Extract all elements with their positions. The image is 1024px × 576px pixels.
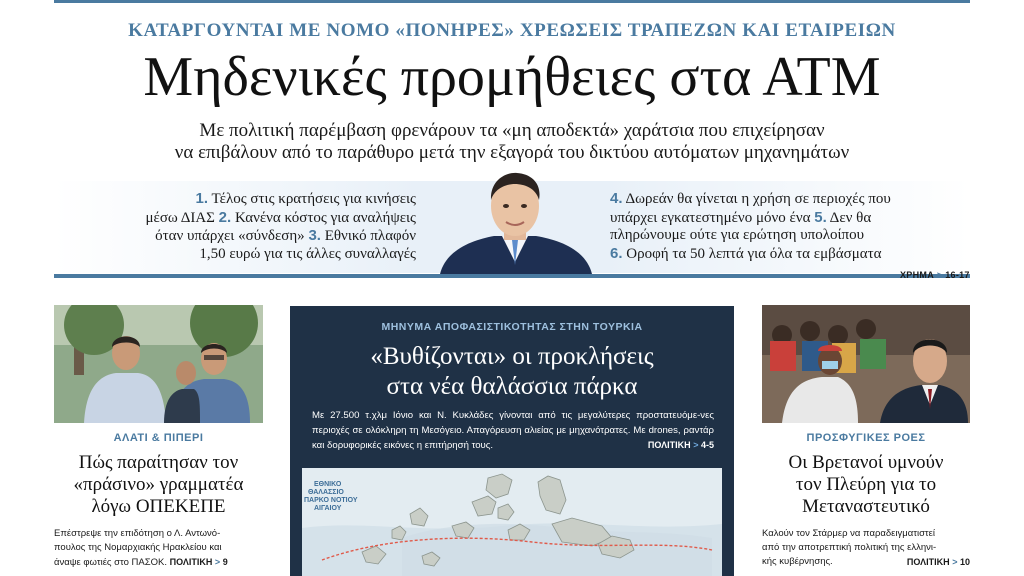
ref-section: ΠΟΛΙΤΙΚΗ	[169, 557, 213, 567]
center-story-page-ref[interactable]	[648, 438, 714, 453]
key-points-rule	[54, 274, 970, 278]
point-line	[610, 209, 960, 228]
point-line	[80, 209, 416, 228]
point-line	[80, 246, 416, 264]
right-story-page-ref[interactable]	[907, 555, 970, 569]
ref-arrow-icon: >	[952, 557, 958, 567]
left-story-kicker: ΑΛΑΤΙ & ΠΙΠΕΡΙ	[113, 432, 204, 444]
lead-page-ref[interactable]	[900, 270, 970, 280]
right-story-kicker: ΠΡΟΣΦΥΓΙΚΕΣ ΡΟΕΣ	[806, 432, 926, 444]
title-line: Οι Βρετανοί υμνούν	[788, 452, 944, 473]
right-story-body	[762, 527, 970, 569]
point-number: 1.	[195, 190, 209, 207]
title-line: τον Πλεύρη για το	[795, 474, 937, 495]
point-text: Δεν θα	[826, 209, 872, 226]
point-number: 5.	[814, 208, 827, 226]
title-line: στα νέα θαλάσσια πάρκα	[386, 373, 638, 400]
left-story-body	[54, 527, 266, 570]
ref-page: 9	[222, 557, 228, 567]
point-text: μέσω ΔΙΑΣ	[145, 209, 219, 226]
point-text: 1,50 ευρώ για τις άλλες συναλλαγές	[199, 245, 416, 262]
ref-arrow-icon: >	[214, 557, 221, 567]
lead-subhead	[60, 120, 964, 164]
minister-portrait	[432, 170, 598, 274]
point-text: Εθνικό πλαφόν	[320, 228, 416, 244]
ref-pages: 4-5	[700, 440, 714, 450]
point-line	[610, 190, 960, 209]
lead-headline[interactable]: Μηδενικές προμήθειες στα ΑΤΜ	[143, 46, 881, 108]
ref-pages: 16-17	[945, 270, 970, 280]
ref-section: ΠΟΛΙΤΙΚΗ	[906, 557, 950, 567]
body-line: πουλος της Νομαρχιακής Ηρακλείου και	[54, 542, 222, 553]
key-points-left	[80, 190, 416, 263]
point-text: Δωρεάν θα γίνεται η χρήση σε περιοχές που	[622, 191, 891, 207]
point-text: υπάρχει εγκατεστημένο μόνο ένα	[610, 209, 815, 226]
point-line	[80, 190, 416, 209]
ref-arrow-icon: >	[693, 440, 699, 450]
map-label-line: ΑΙΓΑΙΟΥ	[314, 505, 342, 512]
body-text: άναψε φωτιές στο ΠΑΣΟΚ.	[54, 557, 167, 568]
map-label-line: ΠΑΡΚΟ ΝΟΤΙΟΥ	[304, 497, 358, 504]
title-line: λόγω ΟΠΕΚΕΠΕ	[91, 496, 226, 517]
ref-section: ΠΟΛΙΤΙΚΗ	[647, 440, 691, 450]
center-story-title[interactable]	[290, 342, 734, 402]
point-number: 6.	[610, 244, 623, 262]
map-label-line: ΕΘΝΙΚΟ	[314, 481, 342, 488]
point-text: όταν υπάρχει «σύνδεση»	[155, 228, 309, 244]
center-story-kicker: ΜΗΝΥΜΑ ΑΠΟΦΑΣΙΣΤΙΚΟΤΗΤΑΣ ΣΤΗΝ ΤΟΥΡΚΙΑ	[381, 321, 643, 333]
body-line: Καλούν τον Στάρμερ να παραδειγματιστεί	[762, 528, 936, 539]
marine-park-map	[302, 468, 722, 576]
body-line: Επέστρεψε την επιδότηση ο Λ. Αντωνό-	[54, 528, 221, 539]
point-number: 2.	[218, 208, 232, 226]
center-story-body	[312, 408, 714, 453]
point-line	[610, 227, 960, 245]
top-rule	[54, 0, 970, 3]
point-text: πληρώνουμε ούτε για ερώτηση υπολοίπου	[610, 227, 865, 243]
map-label-line: ΘΑΛΑΣΣΙΟ	[308, 489, 344, 496]
point-number: 4.	[610, 190, 623, 207]
title-line: Πώς παραίτησαν τον	[78, 452, 239, 473]
point-text: Κανένα κόστος για αναλήψεις	[231, 209, 416, 226]
right-story-photo	[762, 305, 970, 423]
ref-section: ΧΡΗΜΑ	[900, 270, 935, 280]
point-text: Οροφή τα 50 λεπτά για όλα τα εμβάσματα	[622, 245, 882, 262]
body-line	[762, 555, 970, 569]
ref-page: 10	[959, 557, 970, 567]
left-story-photo	[54, 305, 263, 423]
point-line	[610, 245, 960, 264]
left-story-title[interactable]	[54, 452, 263, 518]
body-text: κής κυβέρνησης.	[762, 556, 833, 567]
lead-subhead-line-1: Με πολιτική παρέμβαση φρενάρουν τα «μη αποδεκτά» χαράτσια που επιχείρησαν	[199, 120, 825, 141]
point-number: 3.	[308, 227, 321, 244]
title-line: «Βυθίζονται» οι προκλήσεις	[370, 343, 654, 370]
point-line	[80, 227, 416, 246]
title-line: «πράσινο» γραμματέα	[73, 474, 244, 495]
ref-arrow-icon: >	[936, 270, 943, 280]
lead-kicker: ΚΑΤΑΡΓΟΥΝΤΑΙ ΜΕ ΝΟΜΟ «ΠΟΝΗΡΕΣ» ΧΡΕΩΣΕΙΣ ΤΡΑΠΕΖΩΝ ΚΑΙ ΕΤΑΙΡΕΙΩΝ	[128, 20, 896, 41]
body-text: Με 27.500 τ.χλμ Ιόνιο και Ν. Κυκλάδες γίνονται από τις μεγαλύτερες προστατευόμε-νες περιοχές σε ολόκληρη τη Μεσόγειο. Απαγόρευση αλιείας με μηχανότρατες. Με drones, ραντάρ και δορυφορικές εικόνες η επιτήρησή τους.	[312, 410, 714, 451]
point-text: Τέλος στις κρατήσεις για κινήσεις	[208, 191, 416, 207]
body-line	[54, 555, 266, 570]
title-line: Μεταναστευτικό	[802, 496, 930, 517]
key-points-right	[610, 190, 960, 263]
left-story-page-ref[interactable]	[170, 557, 228, 567]
lead-subhead-line-2: να επιβάλουν από το παράθυρο μετά την εξαγορά του δικτύου αυτόματων μηχανημάτων	[174, 142, 850, 163]
body-line: από την αποτρεπτική πολιτική της ελληνι-	[762, 542, 937, 553]
right-story-title[interactable]	[762, 452, 970, 518]
